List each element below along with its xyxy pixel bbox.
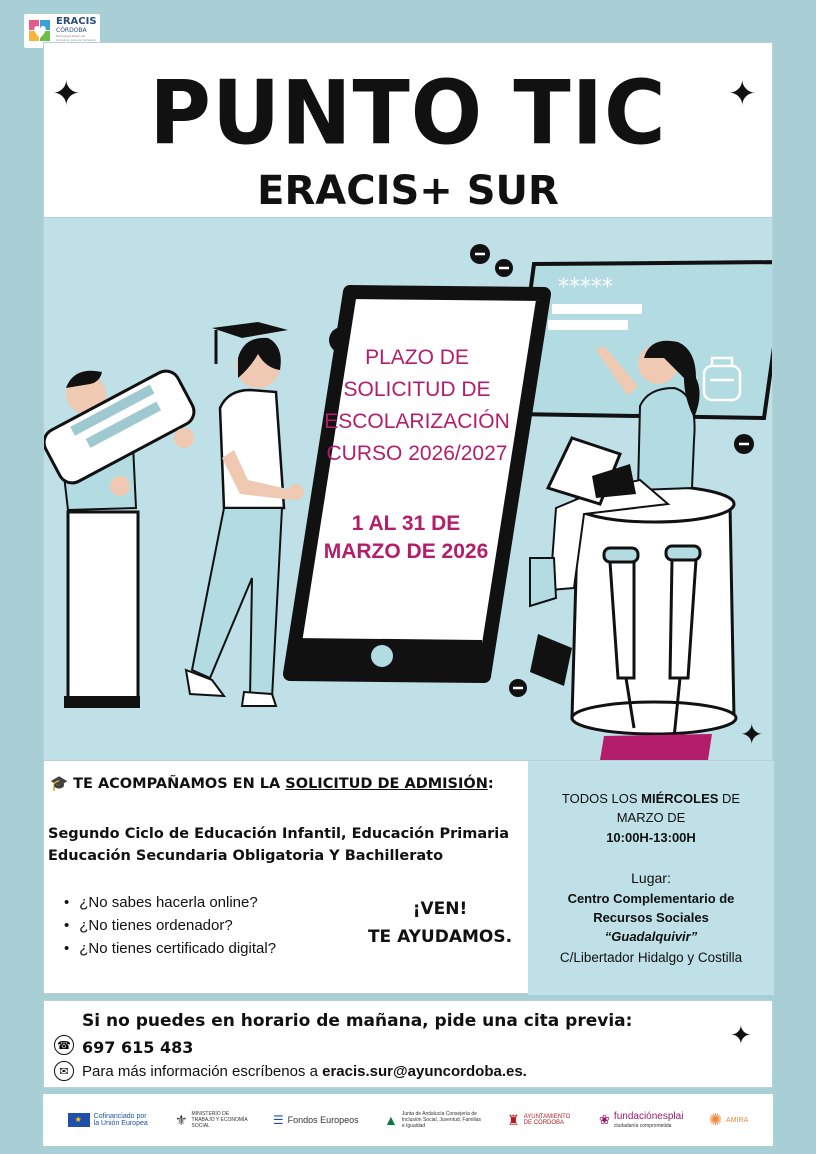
phone-date-text [306, 510, 506, 566]
password-mask: ***** [558, 275, 613, 300]
contact-email[interactable]: eracis.sur@ayuncordoba.es. [322, 1063, 527, 1080]
mail-icon: ✉ [54, 1061, 74, 1081]
info-section [43, 760, 773, 994]
amira-logo: ✺ AMIRA [708, 1112, 749, 1129]
logo-sub: CÓRDOBA [56, 26, 87, 34]
phone-line: PLAZO DE [365, 346, 469, 369]
phone-date-line: MARZO DE 2026 [323, 540, 489, 563]
eu-flag-icon [68, 1113, 90, 1127]
schedule-hours: 10:00H-13:00H [606, 830, 696, 845]
eracis-heart-icon [28, 18, 52, 44]
sparkle-icon: ✦ [730, 1021, 752, 1051]
phone-line: CURSO 2026/2027 [326, 442, 508, 465]
heading-suffix: : [487, 776, 494, 792]
question-list [64, 891, 276, 960]
esplai-logo: ❀ fundaciónesplai ciudadanía comprometida [599, 1111, 684, 1129]
contact-mail: Para más información escríbenos a eracis.sur@ayuncordoba.es. [82, 1063, 527, 1080]
list-item: • ¿No tienes certificado digital? [64, 937, 276, 960]
phone-screen-text [312, 342, 522, 470]
cta-line: TE AYUDAMOS. [367, 927, 513, 947]
phone-date-line: 1 AL 31 DE [351, 512, 461, 535]
heading-prefix: 🎓 TE ACOMPAÑAMOS EN LA [50, 776, 286, 792]
sparkle-icon: ✦ [728, 74, 757, 114]
junta-logo: ▲ Junta de Andalucía Consejería de Inclusión Social, Juventud, Familias e Igualdad [383, 1111, 482, 1129]
eu-logo: ★ Cofinanciado por la Unión Europea [68, 1113, 150, 1127]
page-title: PUNTO TIC [149, 61, 667, 165]
phone-line: ESCOLARIZACIÓN [324, 410, 510, 433]
place-label: Lugar: [631, 870, 671, 886]
illustration-art [44, 218, 773, 760]
education-levels [48, 823, 509, 867]
title-box [43, 42, 773, 218]
contact-headline: Si no puedes en horario de mañana, pide una cita previa: [82, 1011, 633, 1031]
place-name: Centro Complementario de [567, 891, 735, 906]
phone-icon: ☎ [54, 1035, 74, 1055]
call-to-action [340, 895, 540, 951]
info-heading [50, 775, 494, 792]
place-address: C/Libertador Hidalgo y Costilla [559, 950, 743, 965]
place-name: Recursos Sociales [593, 910, 709, 925]
sparkle-icon: ✦ [52, 74, 81, 114]
fondos-logo: ☰ Fondos Europeos [272, 1113, 359, 1127]
place-name: “Guadalquivir” [604, 929, 698, 944]
phone-line: SOLICITUD DE [343, 378, 491, 401]
level-line: Segundo Ciclo de Educación Infantil, Educación Primaria [48, 826, 510, 842]
ministry-logo: ⚜ MINISTERIO DE TRABAJO Y ECONOMÍA SOCIAL [174, 1111, 248, 1129]
list-item: • ¿No tienes ordenador? [64, 914, 276, 937]
sponsor-strip [43, 1094, 773, 1146]
ayto-logo: ♜ AYUNTAMIENTO DE CÓRDOBA [507, 1111, 571, 1128]
logo-name: ERACIS [56, 15, 97, 27]
cta-line: ¡VEN! [412, 899, 468, 919]
page-subtitle: ERACIS+ SUR [257, 168, 559, 214]
contact-section [43, 1000, 773, 1088]
schedule-days: TODOS LOS MIÉRCOLES DE [561, 791, 741, 806]
illustration [43, 218, 773, 760]
heading-underlined: SOLICITUD DE ADMISIÓN [285, 776, 488, 792]
list-item: • ¿No sabes hacerla online? [64, 891, 276, 914]
schedule-month: MARZO DE [616, 810, 686, 825]
logo-tagline: Estrategia Regional Andaluza para la Cohesión [56, 33, 97, 42]
schedule-panel [528, 761, 774, 995]
level-line: Educación Secundaria Obligatoria Y Bachillerato [48, 848, 444, 864]
contact-phone[interactable]: 697 615 483 [82, 1038, 194, 1057]
svg-text:✦: ✦ [740, 718, 764, 751]
